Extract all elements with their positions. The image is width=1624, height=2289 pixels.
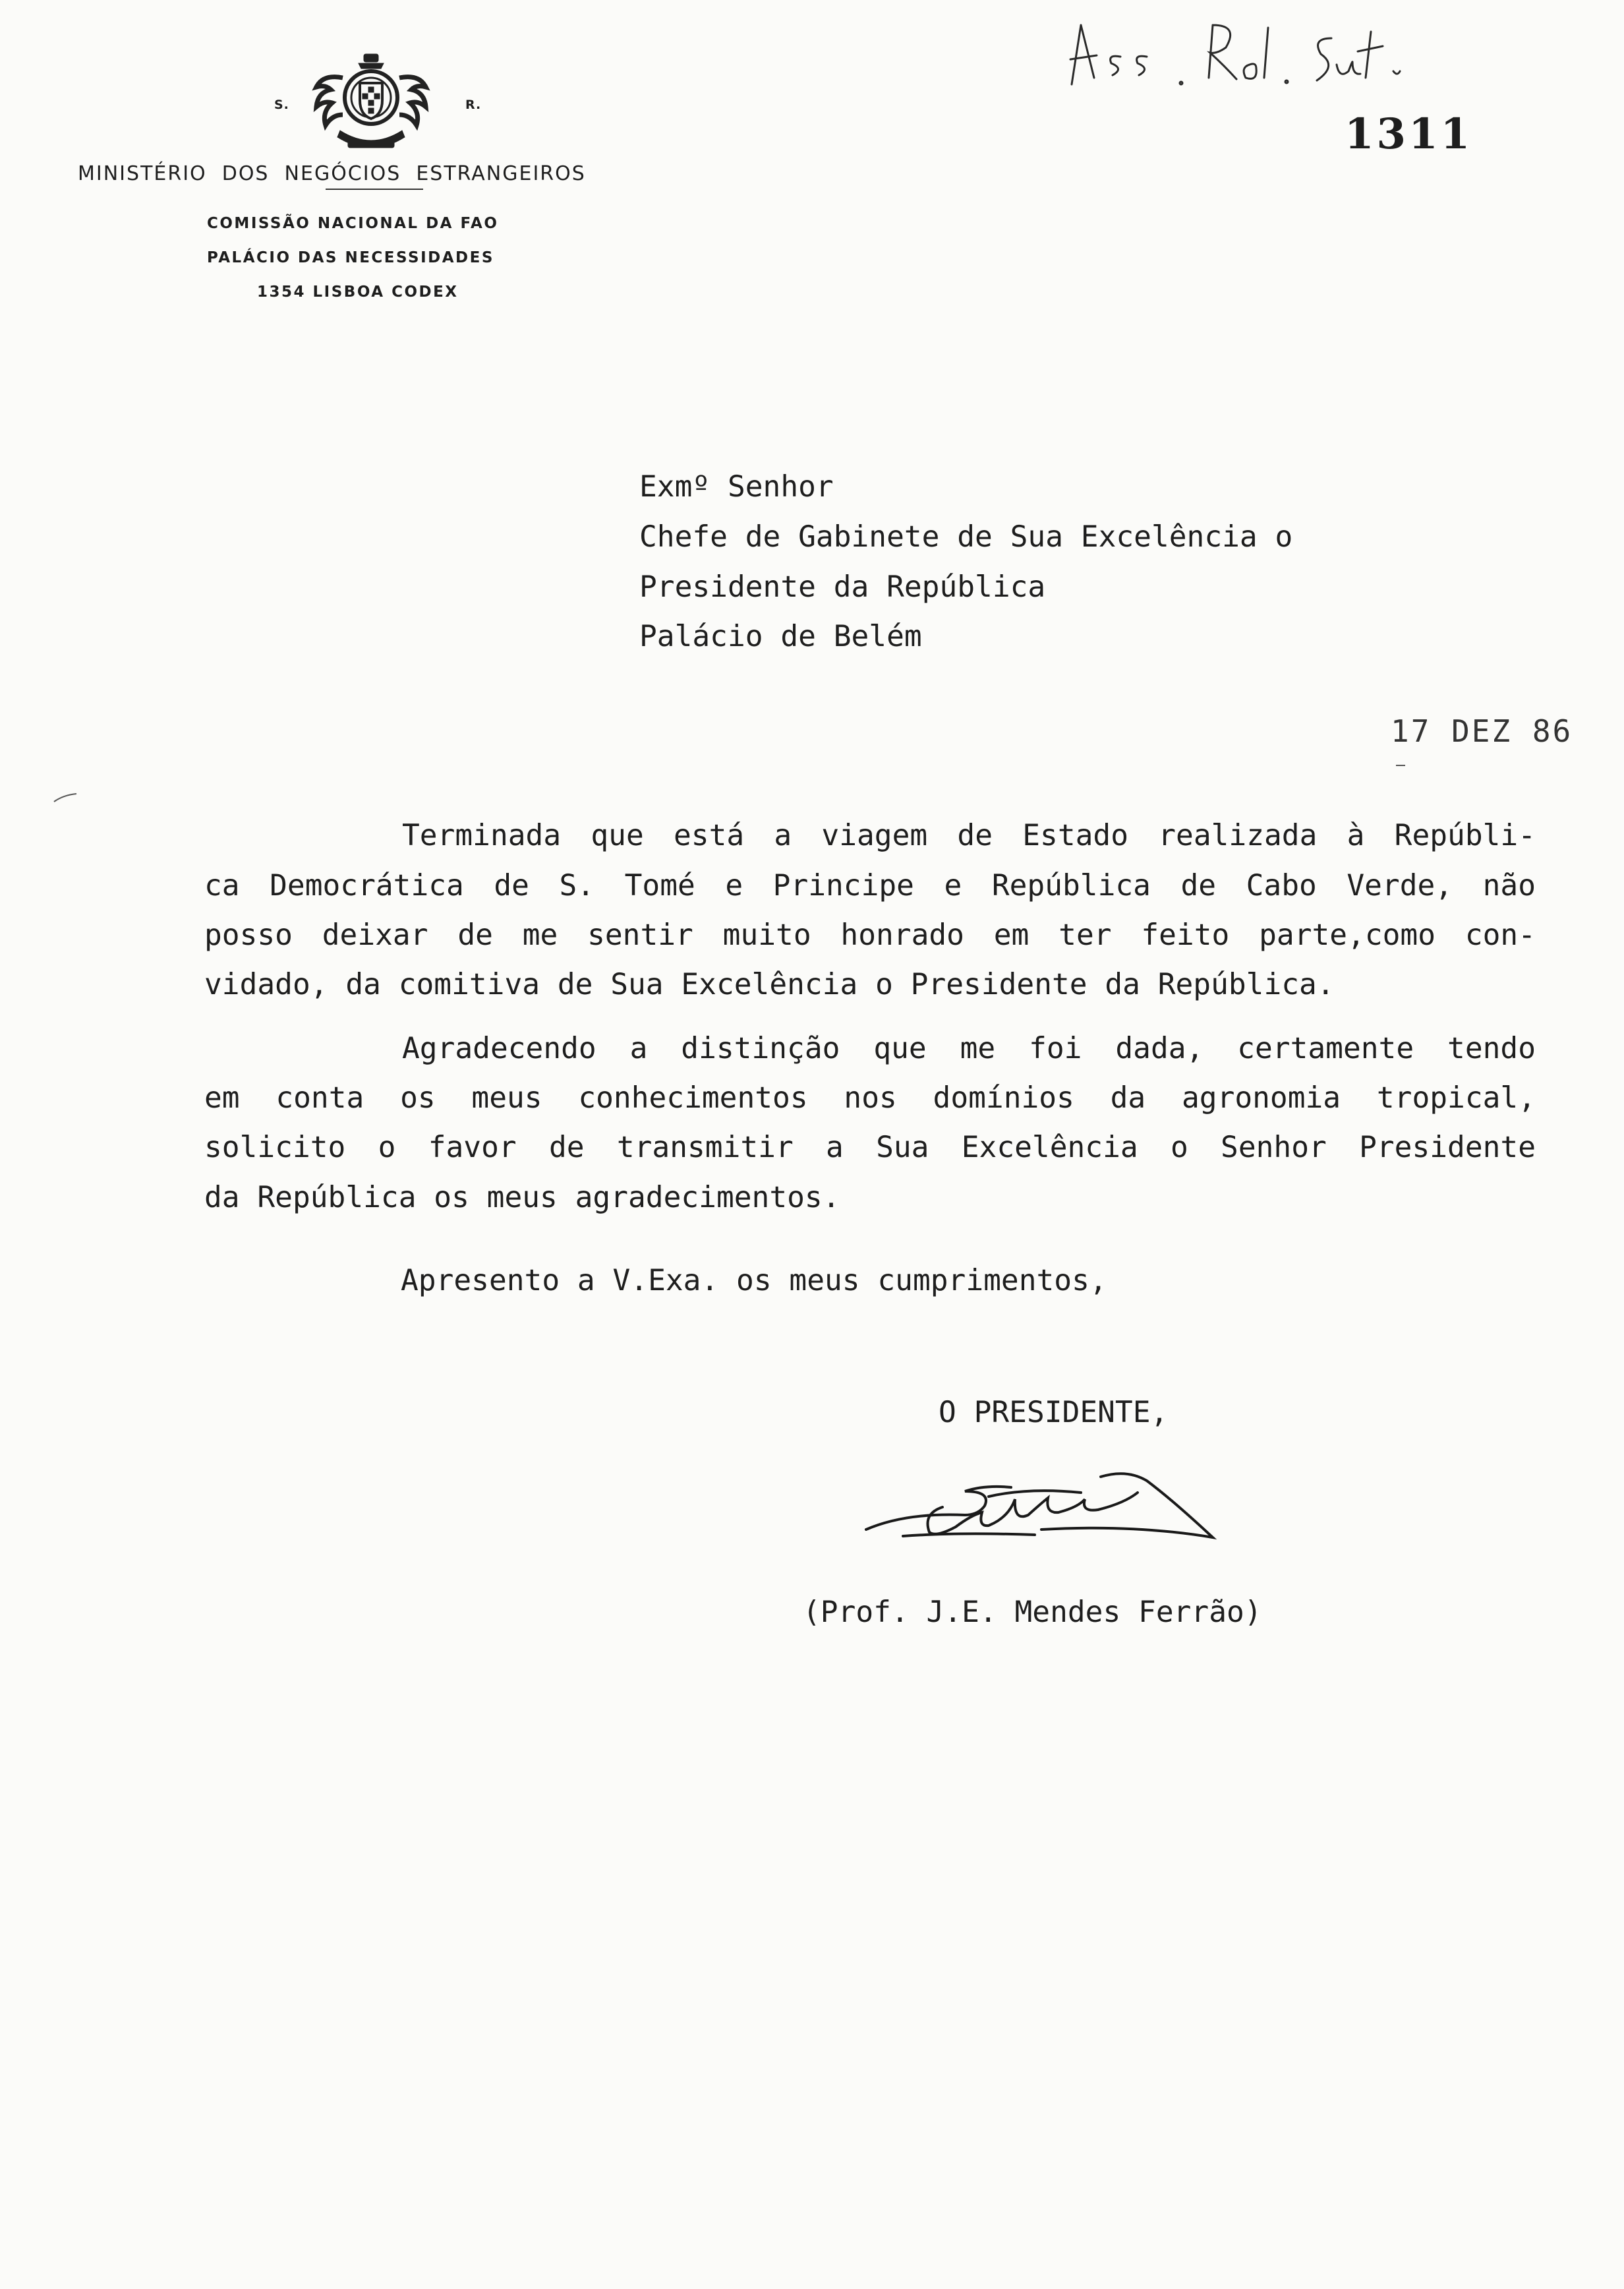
letterhead-s-mark: S.: [274, 98, 289, 112]
paragraph-2-line-4: da República os meus agradecimentos.: [204, 1181, 840, 1214]
date-stamp: 17 DEZ 86: [1391, 713, 1573, 749]
handwritten-signature: [863, 1450, 1219, 1549]
handwritten-note: [1068, 12, 1476, 98]
letterhead-divider: [326, 189, 423, 190]
addressee-title: Chefe de Gabinete de Sua Excelência o: [639, 520, 1293, 554]
paragraph-1-line-4: vidado, da comitiva de Sua Excelência o Presidente da República.: [204, 968, 1335, 1001]
date-tick-mark: [1396, 765, 1405, 766]
addressee-salutation: Exmº Senhor: [639, 470, 834, 504]
addressee-office: Presidente da República: [639, 570, 1046, 604]
paragraph-1-line-1: Terminada que está a viagem de Estado realizada à Repúbli-: [402, 819, 1536, 852]
signatory-name: (Prof. J.E. Mendes Ferrão): [803, 1595, 1262, 1629]
paragraph-2-line-1: Agradecendo a distinção que me foi dada, certamente tendo: [402, 1032, 1536, 1065]
margin-mark: [53, 791, 79, 804]
city-address: 1354 LISBOA CODEX: [257, 283, 459, 301]
letterhead-r-mark: R.: [465, 98, 482, 112]
closing-line: Apresento a V.Exa. os meus cumprimentos,: [401, 1264, 1107, 1297]
palace-name: PALÁCIO DAS NECESSIDADES: [207, 249, 494, 266]
paragraph-2-line-3: solicito o favor de transmitir a Sua Excelência o Senhor Presidente: [204, 1131, 1536, 1164]
paragraph-2-line-2: em conta os meus conhecimentos nos domínios da agronomia tropical,: [204, 1081, 1536, 1115]
coat-of-arms-icon: [302, 51, 440, 157]
signatory-title: O PRESIDENTE,: [939, 1396, 1169, 1429]
paragraph-1-line-3: posso deixar de me sentir muito honrado em ter feito parte,como con-: [204, 918, 1536, 952]
commission-name: COMISSÃO NACIONAL DA FAO: [207, 215, 499, 232]
paragraph-1-line-2: ca Democrática de S. Tomé e Principe e República de Cabo Verde, não: [204, 869, 1536, 903]
document-number: 1311: [1345, 109, 1473, 159]
addressee-location: Palácio de Belém: [639, 620, 922, 653]
ministry-name: MINISTÉRIO DOS NEGÓCIOS ESTRANGEIROS: [78, 162, 586, 185]
